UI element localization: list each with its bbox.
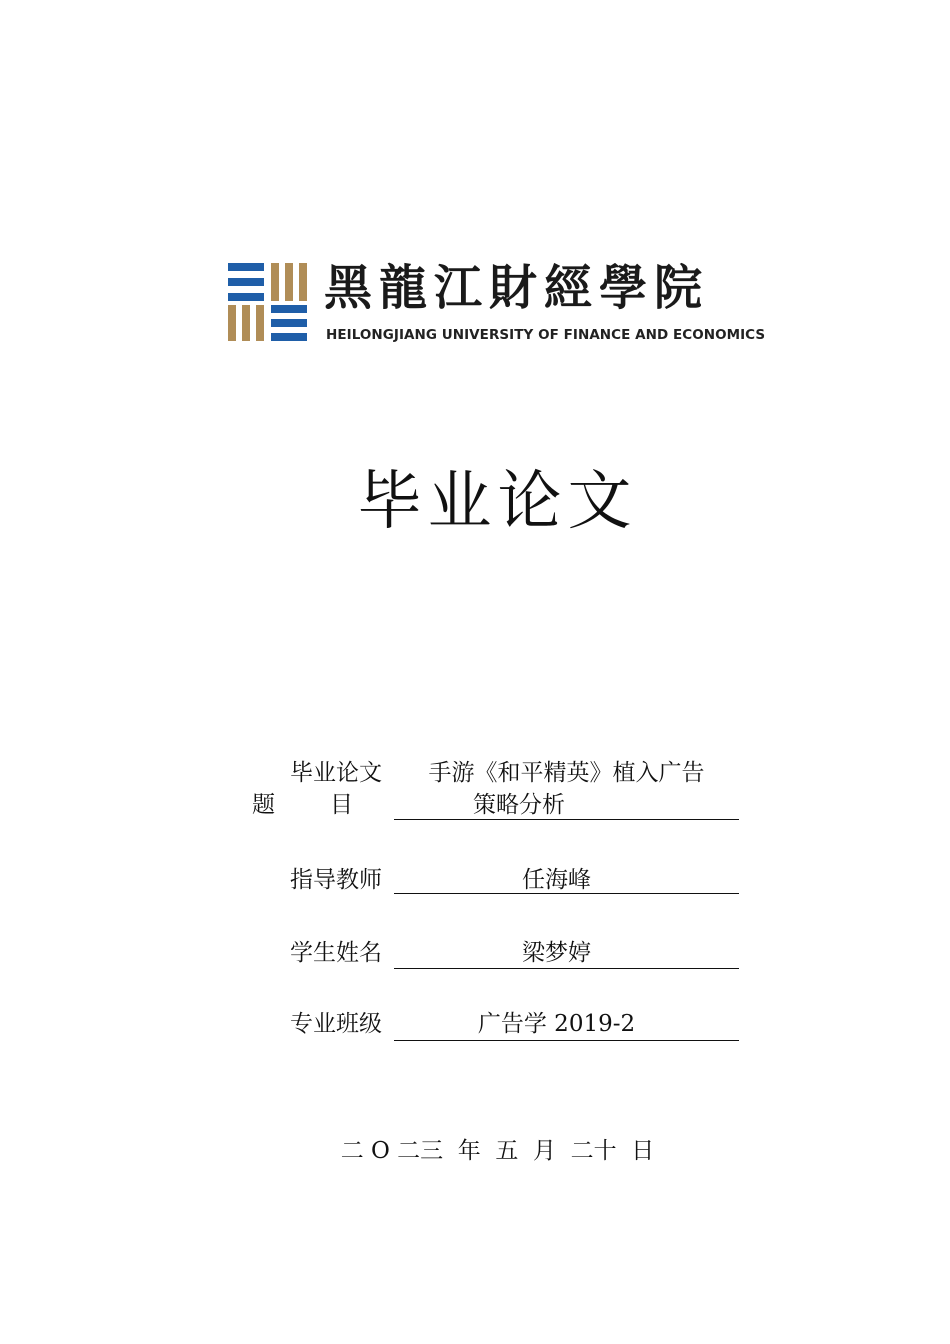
major-class-label: 专业班级	[290, 1011, 382, 1037]
document-title: 毕业论文	[357, 465, 638, 539]
advisor-value: 任海峰	[522, 867, 591, 893]
student-underline	[394, 968, 739, 969]
university-logo	[228, 256, 774, 348]
major-class-value: 广告学 2019-2	[477, 1011, 636, 1037]
logo-english-name: HEILONGJIANG UNIVERSITY OF FINANCE AND ECONOMICS	[326, 327, 766, 343]
student-value: 梁梦婷	[522, 940, 591, 966]
student-label: 学生姓名	[290, 940, 382, 966]
submission-date: 二 O 二三 年 五 月 二十 日	[340, 1138, 655, 1164]
logo-chinese-name: 黑龍江財經學院	[324, 260, 710, 316]
topic-underline	[394, 819, 739, 820]
topic-value-line1: 手游《和平精英》植入广告	[428, 760, 705, 786]
topic-label-char2: 目	[330, 792, 353, 818]
topic-label-line1: 毕业论文	[290, 760, 382, 786]
advisor-underline	[394, 893, 739, 894]
topic-value-line2: 策略分析	[473, 792, 565, 818]
advisor-label: 指导教师	[290, 867, 382, 893]
major-class-underline	[394, 1040, 739, 1041]
topic-label-char1: 题	[252, 792, 275, 818]
logo-emblem-icon	[228, 263, 308, 341]
